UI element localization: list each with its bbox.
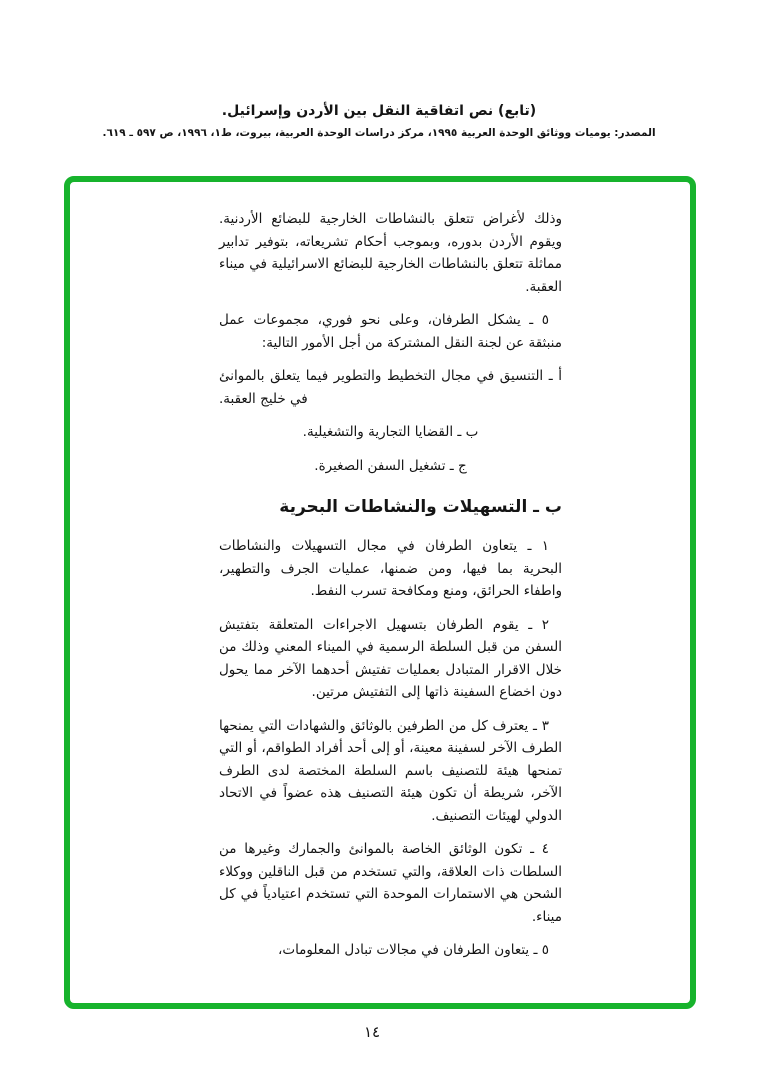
paragraph-item-5: ٥ ـ يشكل الطرفان، وعلى نحو فوري، مجموعات عمل منبثقة عن لجنة النقل المشتركة من أجل الأمور التالية: — [219, 312, 562, 351]
paragraph-item-1: ١ ـ يتعاون الطرفان في مجال التسهيلات والنشاطات البحرية بما فيها، ومن ضمنها، عمليات الجرف والتطهير، واطفاء الحرائق، ومنع ومكافحة تسرب النفط. — [219, 538, 562, 599]
document-body — [219, 208, 562, 973]
paragraph-item-3: ٣ ـ يعترف كل من الطرفين بالوثائق والشهادات التي يمنحها الطرف الآخر لسفينة معينة، أو إلى أحد أفراد الطواقم، أو التي تمنحها هيئة للتصنيف باسم السلطة المختصة لدى الطرف الآخر، شريطة أن تكون هيئة التصنيف هذه عضواً في الاتحاد الدولي لهيئات التصنيف. — [219, 717, 562, 824]
subitem-jim: ج ـ تشغيل السفن الصغيرة. — [314, 457, 467, 474]
section-heading-maritime-facilities: ب ـ التسهيلات والنشاطات البحرية — [279, 497, 562, 517]
green-border-frame — [64, 176, 696, 1009]
paragraph-continuation: وذلك لأغراض تتعلق بالنشاطات الخارجية للبضائع الأردنية. ويقوم الأردن بدوره، وبموجب أحكام تشريعاته، بتوفير تدابير مماثلة تتعلق بالنشاطات الخارجية للبضائع الاسرائيلية في ميناء العقبة. — [219, 211, 562, 295]
document-source-citation: المصدر: يوميات ووثائق الوحدة العربية ١٩٩٥، مركز دراسات الوحدة العربية، بيروت، ط١، ١٩٩٦، ص ٥٩٧ ـ ٦١٩. — [102, 127, 656, 139]
document-title: (تابع) نص اتفاقية النقل بين الأردن وإسرائيل. — [221, 103, 537, 119]
subitem-alef: أ ـ التنسيق في مجال التخطيط والتطوير فيما يتعلق بالموانئ في خليج العقبة. — [219, 368, 562, 407]
document-header — [0, 103, 758, 139]
page-number: ١٤ — [363, 1023, 381, 1041]
paragraph-item-4: ٤ ـ تكون الوثائق الخاصة بالموانئ والجمارك وغيرها من السلطات ذات العلاقة، والتي تستخدم من قبل الناقلين ووكلاء الشحن هي الاستمارات الموحدة التي تستخدم اعتيادياً في كل ميناء. — [219, 841, 562, 925]
paragraph-item-5-maritime: ٥ ـ يتعاون الطرفان في مجالات تبادل المعلومات، — [278, 942, 549, 958]
paragraph-item-2: ٢ ـ يقوم الطرفان بتسهيل الاجراءات المتعلقة بتفتيش السفن من قبل السلطة الرسمية في الميناء المعني وذلك من خلال الاقرار المتبادل بعمليات تفتيش أحدهما الآخر مما يحول دون اخضاع السفينة ذاتها إلى التفتيش مرتين. — [219, 616, 562, 700]
subitem-ba: ب ـ القضايا التجارية والتشغيلية. — [302, 424, 479, 440]
